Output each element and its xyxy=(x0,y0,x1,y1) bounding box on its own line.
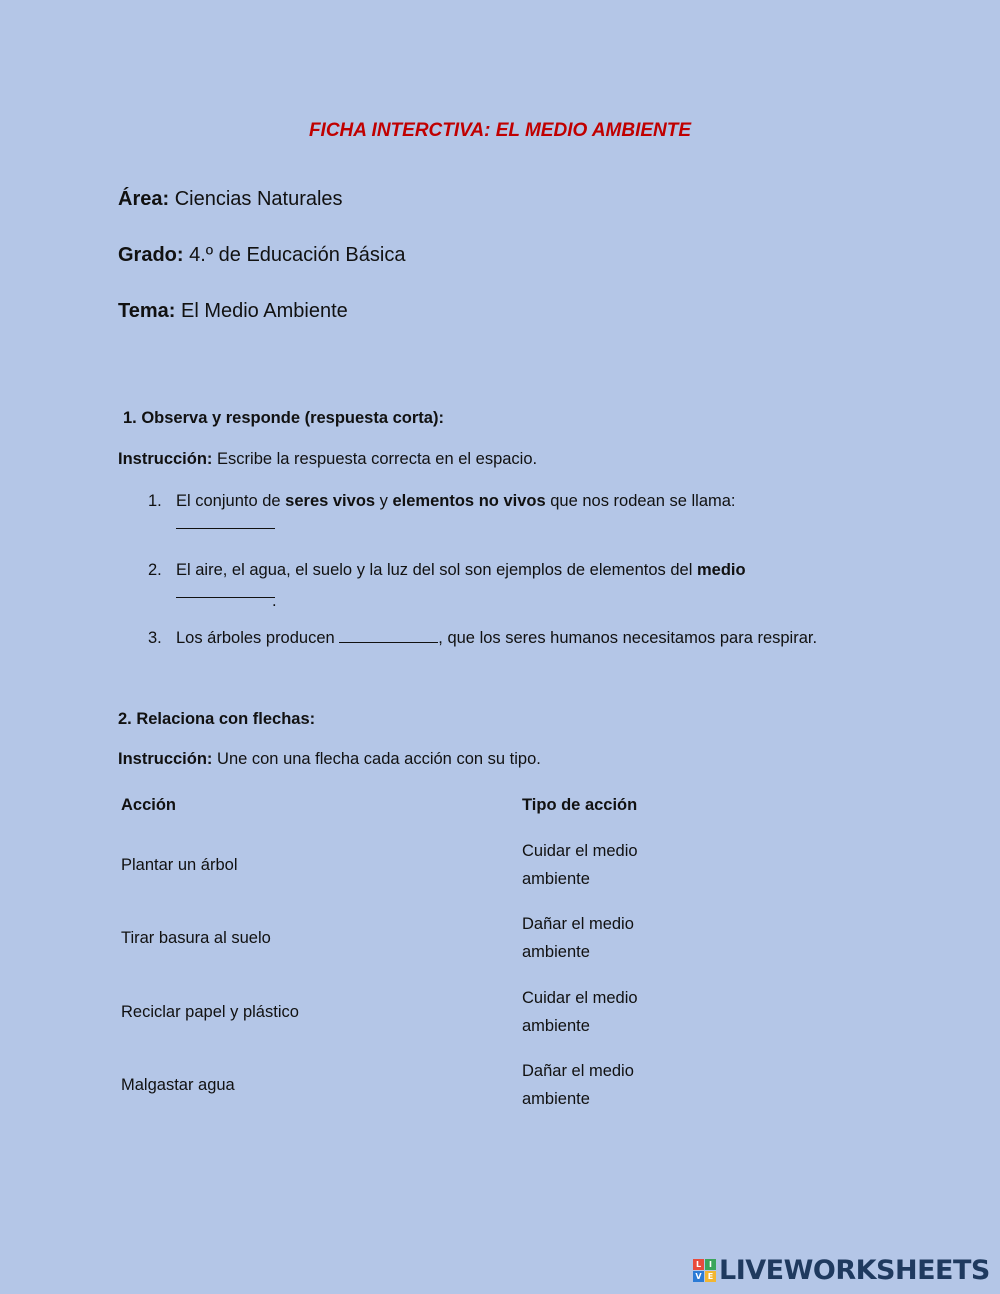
grado-line xyxy=(118,244,405,267)
section2-instruction xyxy=(118,750,541,769)
section1-instruction-text: Escribe la respuesta correcta en el espacio. xyxy=(217,450,538,468)
question-text: El aire, el agua, el suelo y la luz del sol son ejemplos de elementos del medio xyxy=(176,561,746,579)
section1-instruction xyxy=(118,450,537,469)
logo-text: LIVEWORKSHEETS xyxy=(719,1254,990,1286)
liveworksheets-mark-icon: L I V E xyxy=(693,1259,716,1282)
answer-blank-2[interactable] xyxy=(176,596,275,598)
section2-instruction-text: Une con una flecha cada acción con su tipo. xyxy=(217,750,541,768)
column-header-action: Acción xyxy=(121,796,177,814)
section1-instruction-label: Instrucción: xyxy=(118,450,213,468)
column-header-type: Tipo de acción xyxy=(522,796,638,814)
question-number: 1. xyxy=(148,492,162,510)
tema-value: El Medio Ambiente xyxy=(180,300,348,322)
question-text: Los árboles producen , que los seres humanos necesitamos para respirar. xyxy=(176,623,876,654)
section2-instruction-label: Instrucción: xyxy=(118,750,213,768)
action-item[interactable]: Tirar basura al suelo xyxy=(121,929,271,947)
area-label: Área: xyxy=(118,188,170,210)
action-item[interactable]: Plantar un árbol xyxy=(121,856,238,874)
grado-label: Grado: xyxy=(118,244,184,266)
liveworksheets-logo xyxy=(693,1255,990,1285)
question-number: 2. xyxy=(148,561,162,579)
type-item[interactable]: Dañar el medio ambiente xyxy=(522,1062,634,1108)
page-title: FICHA INTERCTIVA: EL MEDIO AMBIENTE xyxy=(308,120,692,141)
tema-line xyxy=(118,300,348,323)
tema-label: Tema: xyxy=(118,300,176,322)
section1-title: 1. Observa y responde (respuesta corta): xyxy=(123,409,444,427)
question-2-end: . xyxy=(272,592,277,610)
type-item[interactable]: Dañar el medio ambiente xyxy=(522,915,634,961)
question-text: El conjunto de seres vivos y elementos no vivos que nos rodean se llama: xyxy=(176,492,736,510)
area-line xyxy=(118,188,343,211)
answer-blank-1[interactable] xyxy=(176,527,275,529)
question-number: 3. xyxy=(148,629,162,647)
area-value: Ciencias Naturales xyxy=(174,188,343,210)
type-item[interactable]: Cuidar el medio ambiente xyxy=(522,842,638,888)
section2-title: 2. Relaciona con flechas: xyxy=(118,710,316,728)
grado-value: 4.º de Educación Básica xyxy=(189,244,406,266)
action-item[interactable]: Reciclar papel y plástico xyxy=(121,1003,299,1021)
type-item[interactable]: Cuidar el medio ambiente xyxy=(522,989,638,1035)
action-item[interactable]: Malgastar agua xyxy=(121,1076,235,1094)
answer-blank-3[interactable] xyxy=(339,626,438,643)
